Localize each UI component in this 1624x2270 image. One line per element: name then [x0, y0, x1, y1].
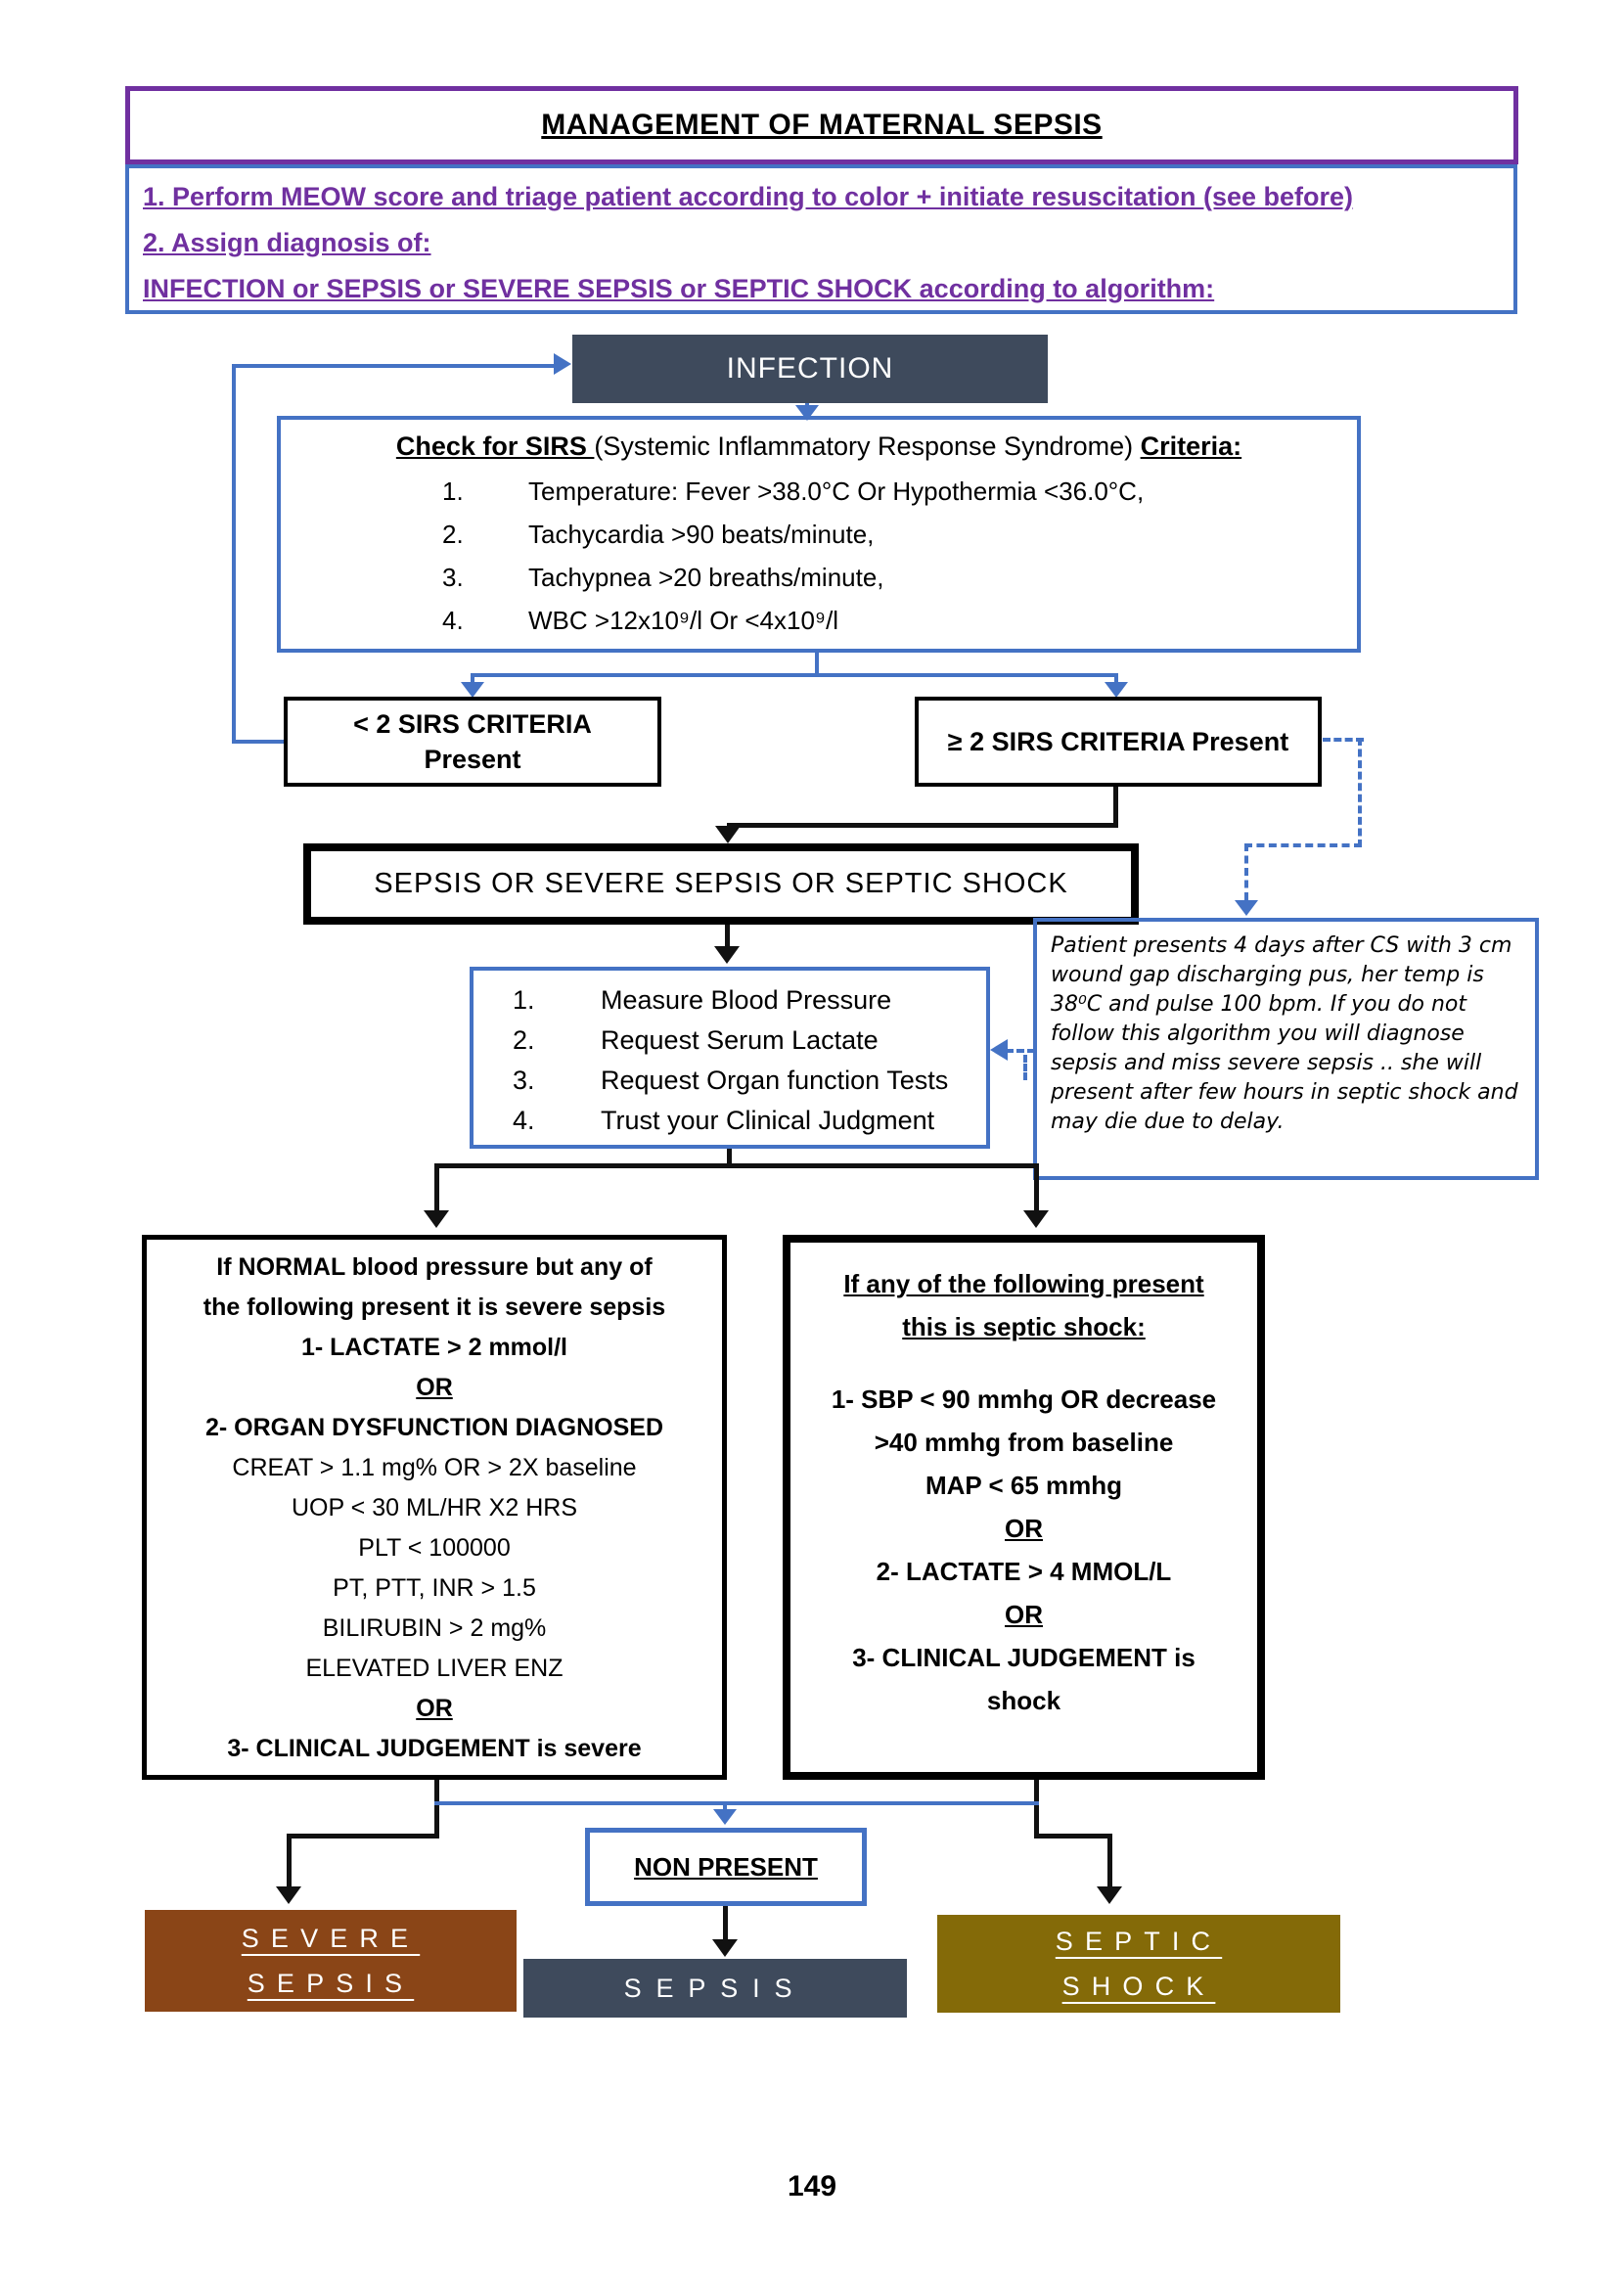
arrowhead-into-infection [554, 353, 571, 375]
shock-heading-2: this is septic shock: [902, 1312, 1146, 1341]
severe-line-9: PT, PTT, INR > 1.5 [333, 1574, 536, 1602]
connector-ge2-across [727, 823, 1118, 828]
shock-line-10: shock [986, 1686, 1061, 1715]
assess-item-4 [474, 1101, 986, 1141]
septic-shock-result [937, 1915, 1340, 2013]
connector-triage-assess [725, 925, 730, 948]
shock-line-7: 2- LACTATE > 4 MMOL/L [876, 1557, 1172, 1586]
arrowhead-into-assess [714, 946, 740, 964]
sirs-heading [281, 431, 1357, 462]
sirs-item-1-number: 1. [442, 477, 464, 506]
ge2-sirs-node [915, 697, 1322, 787]
connector-note-assess-v [1023, 1055, 1027, 1080]
assess-item-1-text: Measure Blood Pressure [601, 985, 892, 1015]
assess-item-2 [474, 1021, 986, 1061]
sirs-item-3-text: Tachypnea >20 breaths/minute, [528, 563, 884, 592]
shock-result-line-2: SHOCK [1061, 1972, 1216, 2001]
connector-severe-stub [434, 1780, 439, 1839]
title-box [125, 86, 1518, 164]
non-present-node [585, 1828, 867, 1906]
connector-severe-drop [287, 1834, 292, 1888]
sirs-item-4-number: 4. [442, 606, 464, 635]
severe-line-1: If NORMAL blood pressure but any of [216, 1253, 653, 1281]
severe-line-6: CREAT > 1.1 mg% OR > 2X baseline [232, 1454, 637, 1481]
connector-ge2-note-3 [1244, 843, 1362, 847]
sirs-item-4 [281, 599, 1357, 642]
severe-line-13: 3- CLINICAL JUDGEMENT is severe [227, 1735, 642, 1762]
sirs-item-1-text: Temperature: Fever >38.0°C Or Hypothermia <36.0°C, [528, 477, 1145, 506]
instruction-line-2: 2. Assign diagnosis of: [143, 228, 431, 257]
assess-item-1-number: 1. [513, 985, 535, 1015]
connector-feedback-left [232, 364, 236, 744]
case-note-text: Patient presents 4 days after CS with 3 cm wound gap discharging pus, her temp is 38⁰C and pulse 100 bpm. If you do not follow this algorithm you will diagnose sepsis and miss severe sepsis .. she will present after few hours in septic shock and may die due to delay. [1051, 933, 1518, 1134]
assessment-box [470, 967, 990, 1149]
sirs-heading-expansion: (Systemic Inflammatory Response Syndrome) [594, 431, 1141, 461]
severe-line-2: the following present it is severe sepsis [203, 1294, 666, 1321]
connector-nonpresent-sepsis [723, 1906, 728, 1941]
shock-line-3: 1- SBP < 90 mmhg OR decrease [831, 1385, 1217, 1414]
severe-sepsis-result [145, 1910, 517, 2012]
connector-shock-stub [1034, 1780, 1039, 1839]
connector-nonpresent-bar [434, 1801, 1039, 1805]
page-title: MANAGEMENT OF MATERNAL SEPSIS [541, 109, 1103, 141]
severe-or-2: OR [416, 1695, 453, 1722]
severe-line-8: PLT < 100000 [358, 1534, 511, 1562]
shock-line-4: >40 mmhg from baseline [874, 1428, 1174, 1457]
triage-label: SEPSIS OR SEVERE SEPSIS OR SEPTIC SHOCK [374, 868, 1068, 899]
severe-result-line-2: SEPSIS [247, 1969, 415, 1998]
sirs-item-3 [281, 556, 1357, 599]
sepsis-result [523, 1959, 907, 2018]
shock-heading-1: If any of the following present [843, 1269, 1204, 1298]
arrowhead-into-assess-right [990, 1039, 1008, 1061]
assess-item-2-number: 2. [513, 1025, 535, 1055]
connector-sirs-split [471, 673, 1118, 677]
severe-sepsis-criteria-box [142, 1235, 727, 1780]
lt2-line-1: < 2 SIRS CRITERIA [353, 709, 592, 739]
arrowhead-into-shock-criteria [1023, 1210, 1049, 1228]
assess-item-2-text: Request Serum Lactate [601, 1025, 879, 1055]
non-present-label: NON PRESENT [634, 1851, 818, 1882]
lt2-sirs-node [284, 697, 661, 787]
infection-node [572, 335, 1048, 403]
sirs-heading-criteria: Criteria: [1140, 431, 1242, 461]
page-number [0, 2170, 1624, 2203]
connector-ge2-note-2 [1358, 738, 1362, 847]
severe-or-1: OR [416, 1374, 453, 1401]
connector-assess-right-drop [1034, 1163, 1039, 1212]
arrowhead-into-lt2 [461, 682, 484, 698]
sirs-item-2-text: Tachycardia >90 beats/minute, [528, 520, 875, 549]
instructions-box [125, 164, 1517, 314]
connector-feedback-bottom [232, 740, 287, 744]
severe-line-7: UOP < 30 ML/HR X2 HRS [291, 1494, 577, 1521]
arrowhead-into-severe-criteria [424, 1210, 449, 1228]
sepsis-result-label: SEPSIS [623, 1973, 807, 2003]
assess-item-1 [474, 980, 986, 1021]
arrowhead-into-sepsis-result [712, 1939, 738, 1957]
sirs-item-4-text: WBC >12x10⁹/l Or <4x10⁹/l [528, 606, 839, 635]
shock-line-5: MAP < 65 mmhg [925, 1471, 1123, 1500]
arrowhead-into-nonpresent [713, 1809, 737, 1825]
connector-assess-left-drop [434, 1163, 439, 1212]
severe-line-10: BILIRUBIN > 2 mg% [322, 1614, 547, 1642]
sirs-item-3-number: 3. [442, 563, 464, 592]
shock-or-1: OR [1005, 1514, 1043, 1543]
severe-line-11: ELEVATED LIVER ENZ [305, 1655, 564, 1682]
connector-shock-across [1034, 1834, 1112, 1839]
connector-severe-across [287, 1834, 439, 1839]
infection-label: INFECTION [726, 352, 894, 385]
instruction-line-3: INFECTION or SEPSIS or SEVERE SEPSIS or SEPTIC SHOCK according to algorithm: [143, 274, 1215, 303]
arrowhead-into-shock-result [1097, 1886, 1122, 1904]
shock-or-2: OR [1005, 1600, 1043, 1629]
connector-ge2-note-4 [1244, 843, 1248, 900]
arrowhead-into-triage [715, 826, 741, 843]
severe-line-3: 1- LACTATE > 2 mmol/l [300, 1334, 568, 1361]
sirs-item-2-number: 2. [442, 520, 464, 549]
sirs-item-1 [281, 470, 1357, 513]
ge2-label: ≥ 2 SIRS CRITERIA Present [947, 726, 1289, 756]
sirs-item-2 [281, 513, 1357, 556]
lt2-line-2: Present [424, 745, 521, 774]
connector-feedback-top [232, 364, 559, 368]
connector-ge2-down [1113, 787, 1118, 828]
instruction-line-1: 1. Perform MEOW score and triage patient according to color + initiate resuscitation (see before) [143, 182, 1354, 211]
connector-shock-drop [1107, 1834, 1112, 1888]
shock-line-9: 3- CLINICAL JUDGEMENT is [852, 1643, 1195, 1672]
severe-result-line-1: SEVERE [241, 1924, 421, 1953]
sirs-criteria-box [277, 416, 1361, 653]
triage-node [303, 843, 1139, 925]
arrowhead-into-severe-result [276, 1886, 301, 1904]
assess-item-3-number: 3. [513, 1066, 535, 1095]
assess-item-3-text: Request Organ function Tests [601, 1066, 949, 1095]
arrowhead-into-ge2 [1105, 682, 1128, 698]
case-note [1033, 918, 1539, 1180]
assess-item-3 [474, 1061, 986, 1101]
connector-note-assess-h [1006, 1049, 1035, 1053]
connector-assess-split [434, 1163, 1039, 1168]
sirs-heading-check: Check for SIRS [395, 431, 595, 461]
septic-shock-criteria-box [783, 1235, 1265, 1780]
arrowhead-into-note [1235, 900, 1258, 916]
assess-item-4-number: 4. [513, 1106, 535, 1135]
assess-item-4-text: Trust your Clinical Judgment [601, 1106, 935, 1135]
page-number-text: 149 [787, 2170, 837, 2202]
shock-spacer [790, 1348, 1257, 1378]
shock-result-line-1: SEPTIC [1055, 1927, 1223, 1956]
severe-line-5: 2- ORGAN DYSFUNCTION DIAGNOSED [204, 1414, 664, 1441]
